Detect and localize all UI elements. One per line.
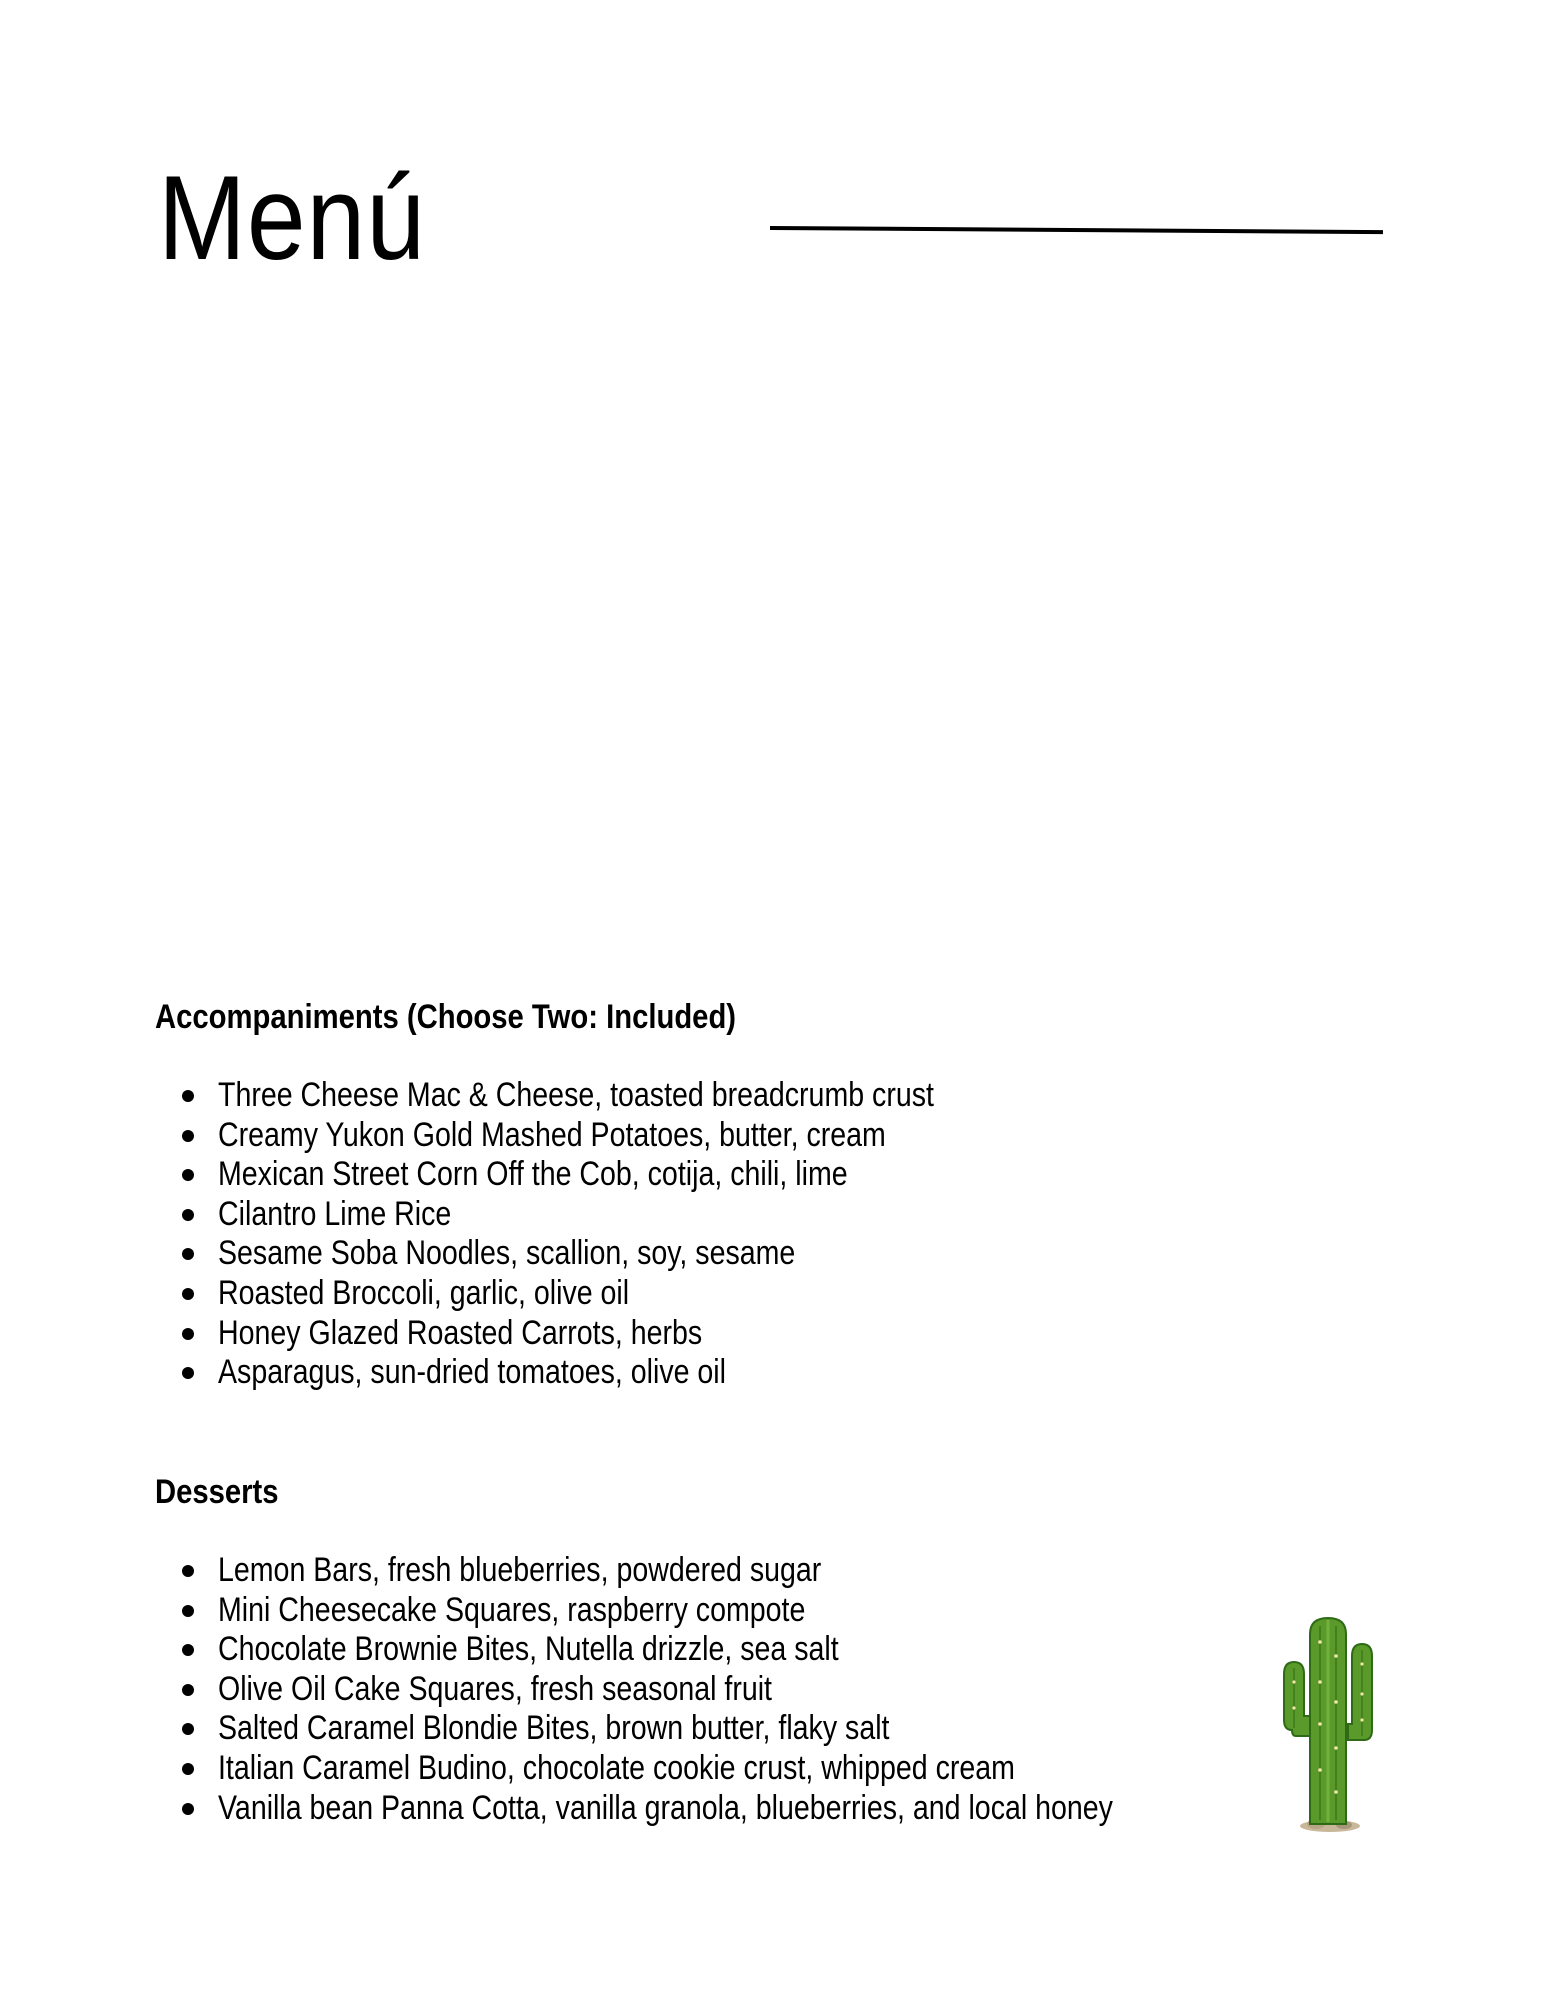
bullet-icon	[182, 1209, 194, 1221]
bullet-icon	[182, 1169, 194, 1181]
list-item-text: Three Cheese Mac & Cheese, toasted breadcrumb crust	[218, 1076, 934, 1114]
page-title: Menú	[158, 151, 426, 285]
list-item-text: Mexican Street Corn Off the Cob, cotija, chili, lime	[218, 1155, 848, 1194]
list-item-text: Sesame Soba Noodles, scallion, soy, sesame	[218, 1234, 796, 1273]
bullet-icon	[182, 1763, 194, 1775]
list-item-text: Olive Oil Cake Squares, fresh seasonal fruit	[218, 1669, 772, 1708]
list-item-text: Lemon Bars, fresh blueberries, powdered sugar	[218, 1551, 822, 1589]
list-item-text: Roasted Broccoli, garlic, olive oil	[218, 1273, 630, 1312]
bullet-icon	[182, 1367, 194, 1379]
title-divider	[770, 226, 1383, 234]
bullet-icon	[182, 1605, 194, 1617]
list-item-text: Salted Caramel Blondie Bites, brown butter, flaky salt	[218, 1709, 890, 1748]
list-item-text: Cilantro Lime Rice	[218, 1194, 452, 1233]
list-item-text: Italian Caramel Budino, chocolate cookie crust, whipped cream	[218, 1748, 1015, 1787]
bullet-icon	[182, 1090, 194, 1102]
accompaniments-heading: Accompaniments (Choose Two: Included)	[155, 998, 737, 1036]
desserts-heading: Desserts	[155, 1473, 279, 1511]
bullet-icon	[182, 1723, 194, 1735]
bullet-icon	[182, 1644, 194, 1656]
bullet-icon	[182, 1288, 194, 1300]
bullet-icon	[182, 1684, 194, 1696]
bullet-icon	[182, 1803, 194, 1815]
list-item-text: Chocolate Brownie Bites, Nutella drizzle, sea salt	[218, 1630, 839, 1669]
bullet-icon	[182, 1248, 194, 1260]
list-item-text: Creamy Yukon Gold Mashed Potatoes, butter, cream	[218, 1115, 886, 1154]
list-item-text: Mini Cheesecake Squares, raspberry compote	[218, 1590, 806, 1629]
bullet-icon	[182, 1565, 194, 1577]
cactus-icon	[1272, 1612, 1382, 1836]
list-item-text: Asparagus, sun-dried tomatoes, olive oil	[218, 1353, 727, 1392]
list-item-text: Vanilla bean Panna Cotta, vanilla granola, blueberries, and local honey	[218, 1788, 1113, 1827]
list-item-text: Honey Glazed Roasted Carrots, herbs	[218, 1313, 703, 1352]
bullet-icon	[182, 1130, 194, 1142]
bullet-icon	[182, 1328, 194, 1340]
